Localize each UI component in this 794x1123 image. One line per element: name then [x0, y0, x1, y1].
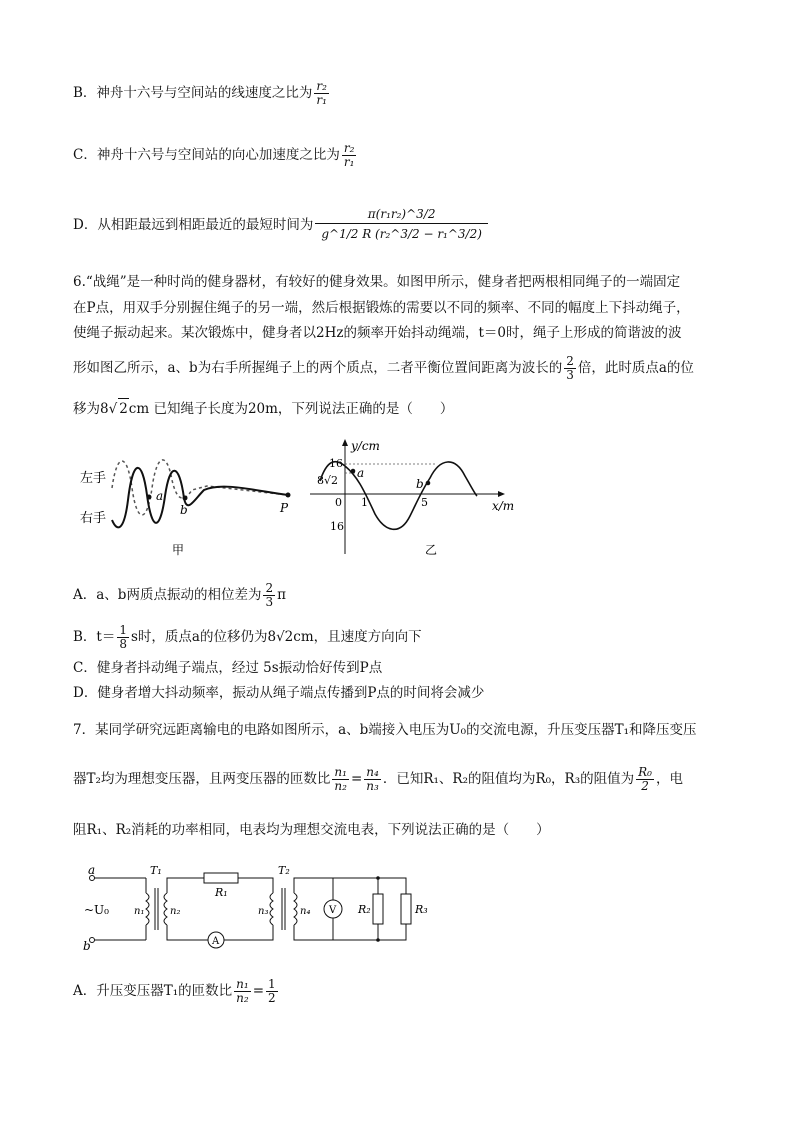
fraction [263, 582, 275, 609]
option-c-q5 [73, 142, 358, 169]
q6-line1: 6.“战绳”是一种时尚的健身器材，有较好的健身效果。如图甲所示，健身者把两根相同绳子的一端固定 [73, 274, 681, 290]
option-d-q5 [73, 206, 490, 245]
output-wires [294, 878, 406, 940]
caption-jia: 甲 [172, 543, 185, 557]
resistor-r3 [401, 894, 411, 924]
x-tick-1: 1 [361, 496, 368, 509]
resistor-r1 [204, 873, 238, 883]
text: 形如图乙所示，a、b为右手所握绳子上的两个质点，二者平衡位置间距离为波长的 [73, 360, 563, 376]
text: B．t＝ [73, 629, 116, 645]
label-b: b [180, 503, 188, 517]
equals: = [252, 983, 265, 999]
t1-label: T₁ [150, 864, 162, 877]
fraction-num: n₄ [366, 765, 379, 779]
q7-option-a [73, 978, 280, 1005]
resistor-r2 [373, 894, 383, 924]
x-tick-5: 5 [421, 496, 428, 509]
option-text: C．神舟十六号与空间站的向心加速度之比为 [73, 147, 340, 163]
fraction-den: r₁ [316, 93, 327, 107]
fraction-den: 8 [119, 637, 127, 651]
q6-option-a [73, 582, 286, 609]
voltmeter-label: V [329, 905, 337, 916]
text: π [277, 587, 286, 603]
circuit-diagram [78, 858, 438, 958]
q6-option-d: D．健身者增大抖动频率，振动从绳子端点传播到P点的时间将会减少 [73, 685, 485, 701]
r1-label: R₁ [215, 886, 228, 899]
fraction [636, 766, 654, 793]
fraction-num: 2 [566, 354, 574, 368]
source-label: ~U₀ [84, 903, 109, 917]
y-top-tick: 16 [329, 457, 343, 470]
text: 移为8 [73, 401, 109, 417]
text: 倍，此时质点a的位 [577, 360, 694, 376]
label-P: P [280, 501, 289, 515]
right-hand-label: 右手 [80, 511, 107, 526]
q7-line3: 阻R₁、R₂消耗的功率相同，电表均为理想交流电表，下列说法正确的是（ ） [73, 822, 550, 838]
q6-option-c: C．健身者抖动绳子端点，经过 5s振动恰好传到P点 [73, 660, 383, 676]
fraction [564, 355, 576, 382]
figure-yi [305, 436, 520, 561]
text: A．升压变压器T₁的匝数比 [73, 983, 233, 999]
left-hand-label: 左手 [80, 471, 107, 486]
q7-line1: 7．某同学研究远距离输电的电路如图所示，a、b端接入电压为U₀的交流电源，升压变压器T₁和降压变压 [73, 722, 697, 738]
t1-primary-coil [146, 893, 149, 925]
q6-option-b [73, 624, 422, 651]
fraction-num: n₁ [334, 765, 347, 779]
text: ．已知R₁、R₂的阻值均为R₀，R₃的阻值为 [382, 771, 635, 787]
fraction-den: n₂ [236, 991, 249, 1005]
x-axis-arrow [498, 491, 505, 497]
option-text: B．神舟十六号与空间站的线速度之比为 [73, 85, 313, 101]
t2-secondary-coil [294, 893, 297, 925]
r2-label: R₂ [358, 903, 371, 916]
fraction [314, 80, 329, 107]
y-axis-arrow [342, 439, 348, 446]
q6-line5: 移为8√ 2cm 已知绳子长度为20m，下列说法正确的是（ ） [73, 398, 453, 419]
terminal-a-label: a [88, 863, 96, 877]
figure-jia [72, 440, 302, 565]
fraction-num: 2 [265, 581, 274, 595]
label-a: a [357, 466, 365, 480]
text: 器T₂均为理想变压器，且两变压器的匝数比 [73, 771, 331, 787]
fraction [315, 206, 488, 245]
text: A．a、b两质点振动的相位差为 [73, 587, 262, 603]
caption-yi: 乙 [425, 543, 438, 557]
y-axis-label: y/cm [351, 439, 380, 453]
fraction-num: n₁ [236, 977, 249, 991]
point-b [183, 496, 188, 501]
n4-label: n₄ [300, 906, 311, 917]
label-b: b [416, 477, 424, 491]
x-axis-label: x/m [492, 499, 515, 513]
fraction-den: g^1/2 R (r₂^3/2 − r₁^3/2) [321, 227, 482, 241]
ammeter-label: A [212, 936, 220, 947]
fraction [364, 766, 381, 793]
fraction-num: r₂ [316, 79, 327, 93]
fraction-num: 1 [268, 977, 276, 991]
fraction-num: π(r₁r₂)^3/2 [315, 206, 488, 224]
fraction-den: n₃ [366, 779, 379, 793]
fraction [342, 142, 357, 169]
junction [376, 876, 380, 880]
fraction [266, 978, 278, 1005]
fraction-num: r₂ [343, 141, 355, 155]
point-a [351, 469, 356, 474]
point-a [147, 495, 152, 500]
right-rope [112, 468, 288, 528]
n1-label: n₁ [134, 906, 145, 917]
equals: = [350, 771, 363, 787]
fraction-den: r₁ [343, 155, 355, 169]
text: ，电 [656, 771, 683, 787]
text: s时，质点a的位移仍为8√2cm，且速度方向向下 [131, 629, 422, 645]
label-a: a [156, 489, 164, 503]
terminal-b-label: b [83, 939, 91, 953]
y-bottom-tick: 16 [330, 520, 344, 533]
fraction-den: 2 [641, 779, 649, 793]
junction [376, 938, 380, 942]
fraction-num: 1 [119, 623, 127, 637]
q6-line2: 在P点，用双手分别握住绳子的另一端，然后根据锻炼的需要以不同的频率、不同的幅度上下抖动绳子， [73, 300, 690, 316]
fraction-num: R₀ [638, 765, 652, 779]
fraction [332, 766, 349, 793]
fraction-den: 3 [566, 368, 574, 382]
text: cm 已知绳子长度为20m，下列说法正确的是（ ） [128, 401, 454, 417]
t2-primary-coil [270, 893, 273, 925]
origin-label: 0 [335, 496, 342, 509]
fraction [234, 978, 251, 1005]
t2-label: T₂ [278, 864, 290, 877]
fraction-den: 2 [268, 991, 276, 1005]
option-text: D．从相距最远到相距最近的最短时间为 [73, 217, 314, 233]
sqrt-arg: 2 [118, 398, 129, 419]
fraction-den: n₂ [334, 779, 347, 793]
r3-label: R₃ [415, 903, 428, 916]
q7-line2 [73, 766, 683, 793]
q6-line3: 使绳子振动起来。某次锻炼中，健身者以2Hz的频率开始抖动绳端，t＝0时，绳子上形成的简谐波的波 [73, 325, 682, 341]
n2-label: n₂ [170, 906, 181, 917]
fraction [117, 624, 129, 651]
q6-line4 [73, 355, 694, 382]
y-a-tick: 8√2 [317, 474, 339, 487]
point-b [426, 481, 431, 486]
point-P [286, 493, 291, 498]
fraction-den: 3 [265, 595, 274, 609]
option-b-q5 [73, 80, 331, 107]
n3-label: n₃ [258, 906, 269, 917]
t1-secondary-coil [164, 893, 167, 925]
